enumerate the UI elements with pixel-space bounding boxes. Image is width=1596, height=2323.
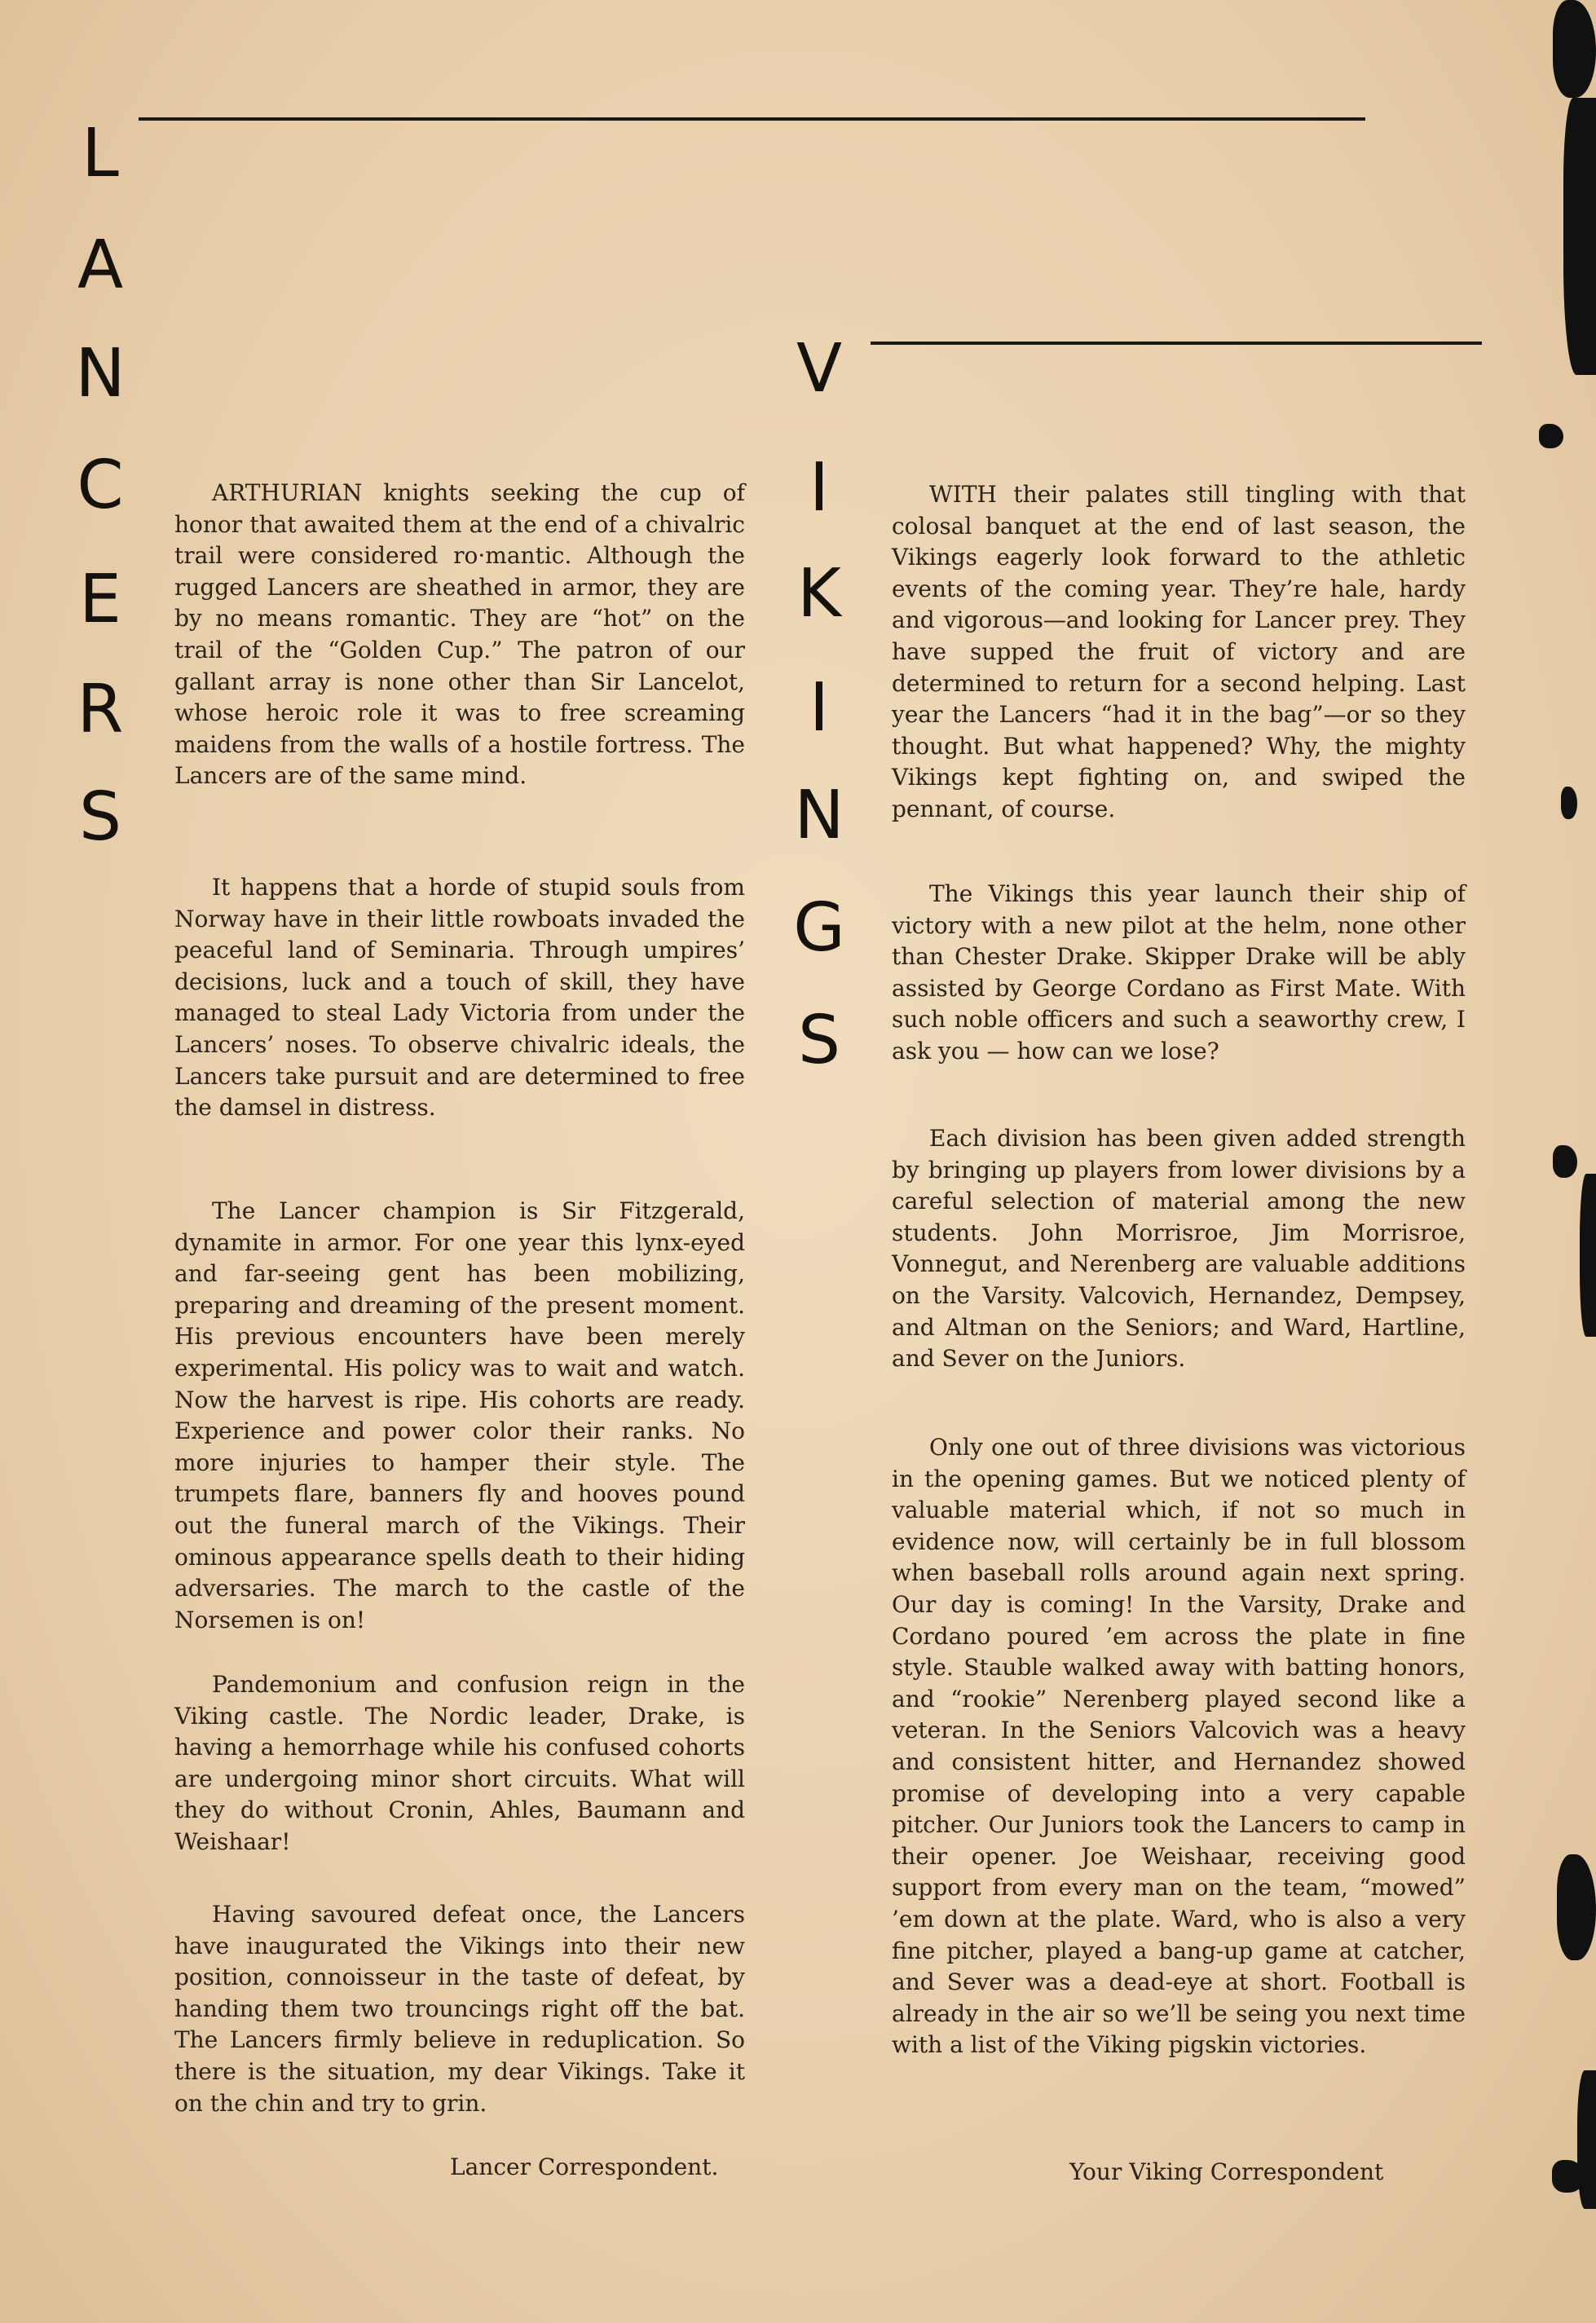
- lancers-paragraph: Having savoured defeat once, the Lancers have inaugurated the Vikings into their new position, connoisseur in the taste of defeat, by handing them two trouncings right off the bat. The Lancers firmly believe in reduplication. So there is the situation, my dear Vikings. Take it on the chin and try to grin.: [174, 1901, 745, 2117]
- lancers-paragraph: ARTHURIAN knights seeking the cup of honor that awaited them at the end of a chivalric trail were considered ro·mantic. Although the rugged Lancers are sheathed in armor, they are by no means romantic. They are “hot” on the trail of the “Golden Cup.” The patron of our gallant array is none other than Sir Lancelot, whose heroic role it was to free screaming maidens from the walls of a hostile fortress. The Lancers are of the same mind.: [174, 479, 745, 790]
- vikings-heading-letter: I: [809, 449, 830, 527]
- vikings-heading-letter: I: [809, 669, 830, 747]
- lancers-paragraph: Pandemonium and confusion reign in the Viking castle. The Nordic leader, Drake, is having a hemorrhage while his confused cohorts are undergoing minor short circuits. What will they do without Cronin, Ahles, Baumann and Weishaar!: [174, 1671, 745, 1855]
- vikings-heading-letter: S: [797, 1002, 841, 1079]
- vikings-signature: Your Viking Correspondent: [1069, 2158, 1384, 2185]
- lancers-heading-letter: E: [79, 561, 121, 638]
- vikings-paragraph: The Vikings this year launch their ship of victory with a new pilot at the helm, none other than Chester Drake. Skipper Drake will be ably assisted by George Cordano as First Mate. With such noble officers and such a seaworthy crew, I ask you — how can we lose?: [892, 880, 1466, 1065]
- lancers-heading-letter: N: [75, 335, 126, 412]
- vikings-heading-letter: V: [796, 330, 843, 408]
- vikings-heading-letter: G: [793, 889, 845, 967]
- vikings-column: [892, 0, 1466, 2323]
- lancers-heading-letter: A: [77, 227, 124, 304]
- lancers-heading-letter: R: [77, 671, 124, 748]
- lancers-paragraph: The Lancer champion is Sir Fitzgerald, dynamite in armor. For one year this lynx-eyed and far-seeing gent has been mobilizing, preparing and dreaming of the present moment. His previous encounters have been merely experimental. His policy was to wait and watch. Now the harvest is ripe. His cohorts are ready. Experience and power color their ranks. No more injuries to hamper their style. The trumpets flare, banners fly and hooves pound out the funeral march of the Vikings. Their ominous appearance spells death to their hiding adversaries. The march to the castle of the Norsemen is on!: [174, 1197, 745, 1633]
- vikings-heading-letter: K: [797, 555, 841, 633]
- vikings-paragraph: WITH their palates still tingling with that colosal banquet at the end of last season, the Vikings eagerly look forward to the athletic events of the coming year. They’re hale, hardy and vigorous—and looking for Lancer prey. They have supped the fruit of victory and are determined to return for a second helping. Last year the Lancers “had it in the bag”—or so they thought. But what happened? Why, the mighty Vikings kept fighting on, and swiped the pennant, of course.: [892, 481, 1466, 822]
- lancers-heading-letter: S: [78, 778, 122, 856]
- lancers-heading-letter: L: [82, 115, 119, 192]
- lancers-paragraph: It happens that a horde of stupid souls from Norway have in their little rowboats invaded the peaceful land of Seminaria. Through umpires’ decisions, luck and a touch of skill, they have managed to steal Lady Victoria from under the Lancers’ noses. To observe chivalric ideals, the Lancers take pursuit and are determined to free the damsel in distress.: [174, 874, 745, 1122]
- lancers-heading-letter: C: [77, 447, 124, 524]
- lancers-signature: Lancer Correspondent.: [450, 2153, 719, 2180]
- vikings-heading-letter: N: [794, 777, 844, 854]
- vikings-paragraph: Only one out of three divisions was victorious in the opening games. But we noticed plenty of valuable material which, if not so much in evidence now, will certainly be in full blossom when baseball rolls around again next spring. Our day is coming! In the Varsity, Drake and Cordano poured ’em across the plate in fine style. Stauble walked away with batting honors, and “rookie” Nerenberg played second like a veteran. In the Seniors Valcovich was a heavy and consistent hitter, and Hernandez showed promise of developing into a very capable pitcher. Our Juniors took the Lancers to camp in their opener. Joe Weishaar, receiving good support from every man on the team, “mowed” ’em down at the plate. Ward, who is also a very fine pitcher, played a bang-up game at catcher, and Sever was a dead-eye at short. Football is already in the air so we’ll be seing you next time with a list of the Viking pigskin victories.: [892, 1434, 1466, 2059]
- vikings-paragraph: Each division has been given added strength by bringing up players from lower divisions by a careful selection of material among the new students. John Morrisroe, Jim Morrisroe, Vonnegut, and Nerenberg are valuable additions on the Varsity. Valcovich, Hernandez, Dempsey, and Altman on the Seniors; and Ward, Hartline, and Sever on the Juniors.: [892, 1125, 1466, 1373]
- lancers-column: [174, 0, 745, 2323]
